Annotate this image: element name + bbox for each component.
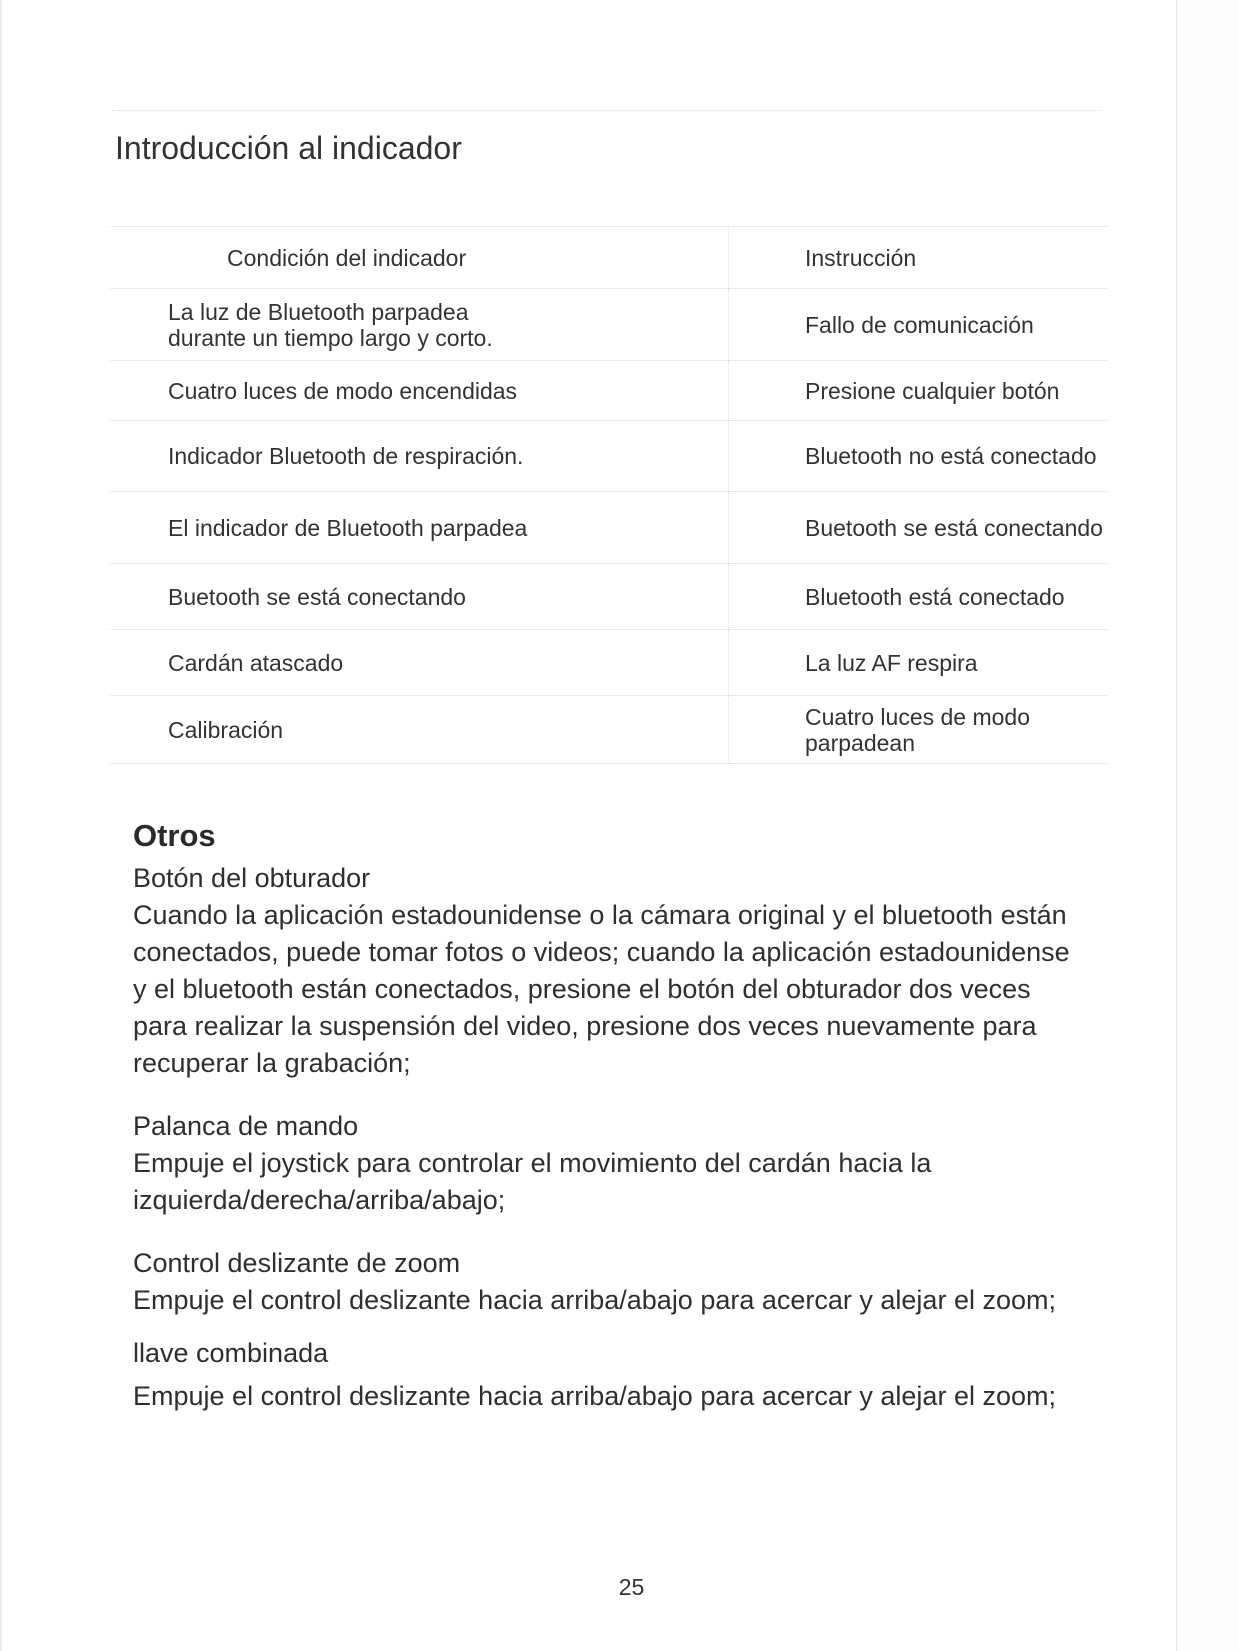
page-edge-left xyxy=(0,0,2,1651)
table-row xyxy=(110,492,1108,564)
table-row xyxy=(110,696,1108,764)
zoom-slider-item xyxy=(133,1245,1083,1319)
table-row xyxy=(110,564,1108,630)
page-edge-right xyxy=(1176,0,1239,1651)
item-label: llave combinada xyxy=(133,1338,329,1368)
combined-key-item xyxy=(133,1335,1083,1415)
condition-text-line: La luz de Bluetooth parpadea durante un tiempo largo y corto. xyxy=(168,298,493,351)
condition-cell: Cuatro luces de modo encendidas xyxy=(110,361,729,421)
condition-cell xyxy=(110,289,729,361)
instruction-cell: Presione cualquier botón xyxy=(729,361,1109,421)
item-text: Empuje el control deslizante hacia arriba/abajo para acercar y alejar el zoom; xyxy=(133,1381,1056,1411)
others-title: Otros xyxy=(133,818,216,853)
instruction-cell: Cuatro luces de modo parpadean xyxy=(729,696,1109,764)
shutter-button-item xyxy=(133,860,1083,1082)
instruction-cell: Fallo de comunicación xyxy=(729,289,1109,361)
indicator-table xyxy=(110,226,1108,764)
instruction-cell: Bluetooth está conectado xyxy=(729,564,1109,630)
condition-cell: Buetooth se está conectando xyxy=(110,564,729,630)
instruction-cell: La luz AF respira xyxy=(729,630,1109,696)
others-section xyxy=(133,818,1083,1437)
item-label: Control deslizante de zoom xyxy=(133,1248,461,1278)
joystick-item xyxy=(133,1108,1083,1219)
item-text: Empuje el control deslizante hacia arriba/abajo para acercar y alejar el zoom; xyxy=(133,1285,1056,1315)
header-instruction: Instrucción xyxy=(729,227,1109,289)
item-text: Cuando la aplicación estadounidense o la cámara original y el bluetooth están conectados, puede tomar fotos o videos; cuando la aplicación estadounidense y el bluetooth están conectados, presione el botón del obturador dos veces para realizar la suspensión del video, presione dos veces nuevamente para recuperar la grabación; xyxy=(133,900,1070,1078)
header-condition: Condición del indicador xyxy=(110,227,729,289)
section-title: Introducción al indicador xyxy=(115,130,462,166)
item-text: Empuje el joystick para controlar el movimiento del cardán hacia la izquierda/derecha/arriba/abajo; xyxy=(133,1148,932,1215)
table-header-row xyxy=(110,227,1108,289)
condition-cell: Calibración xyxy=(110,696,729,764)
condition-cell: Indicador Bluetooth de respiración. xyxy=(110,421,729,492)
condition-cell: Cardán atascado xyxy=(110,630,729,696)
table-row xyxy=(110,421,1108,492)
instruction-cell: Buetooth se está conectando xyxy=(729,492,1109,564)
item-label: Botón del obturador xyxy=(133,863,371,893)
top-divider xyxy=(112,110,1102,111)
item-label: Palanca de mando xyxy=(133,1111,359,1141)
table-row xyxy=(110,289,1108,361)
instruction-cell: Bluetooth no está conectado xyxy=(729,421,1109,492)
table-row xyxy=(110,361,1108,421)
condition-cell: El indicador de Bluetooth parpadea xyxy=(110,492,729,564)
table-row xyxy=(110,630,1108,696)
page-number: 25 xyxy=(618,1574,645,1600)
